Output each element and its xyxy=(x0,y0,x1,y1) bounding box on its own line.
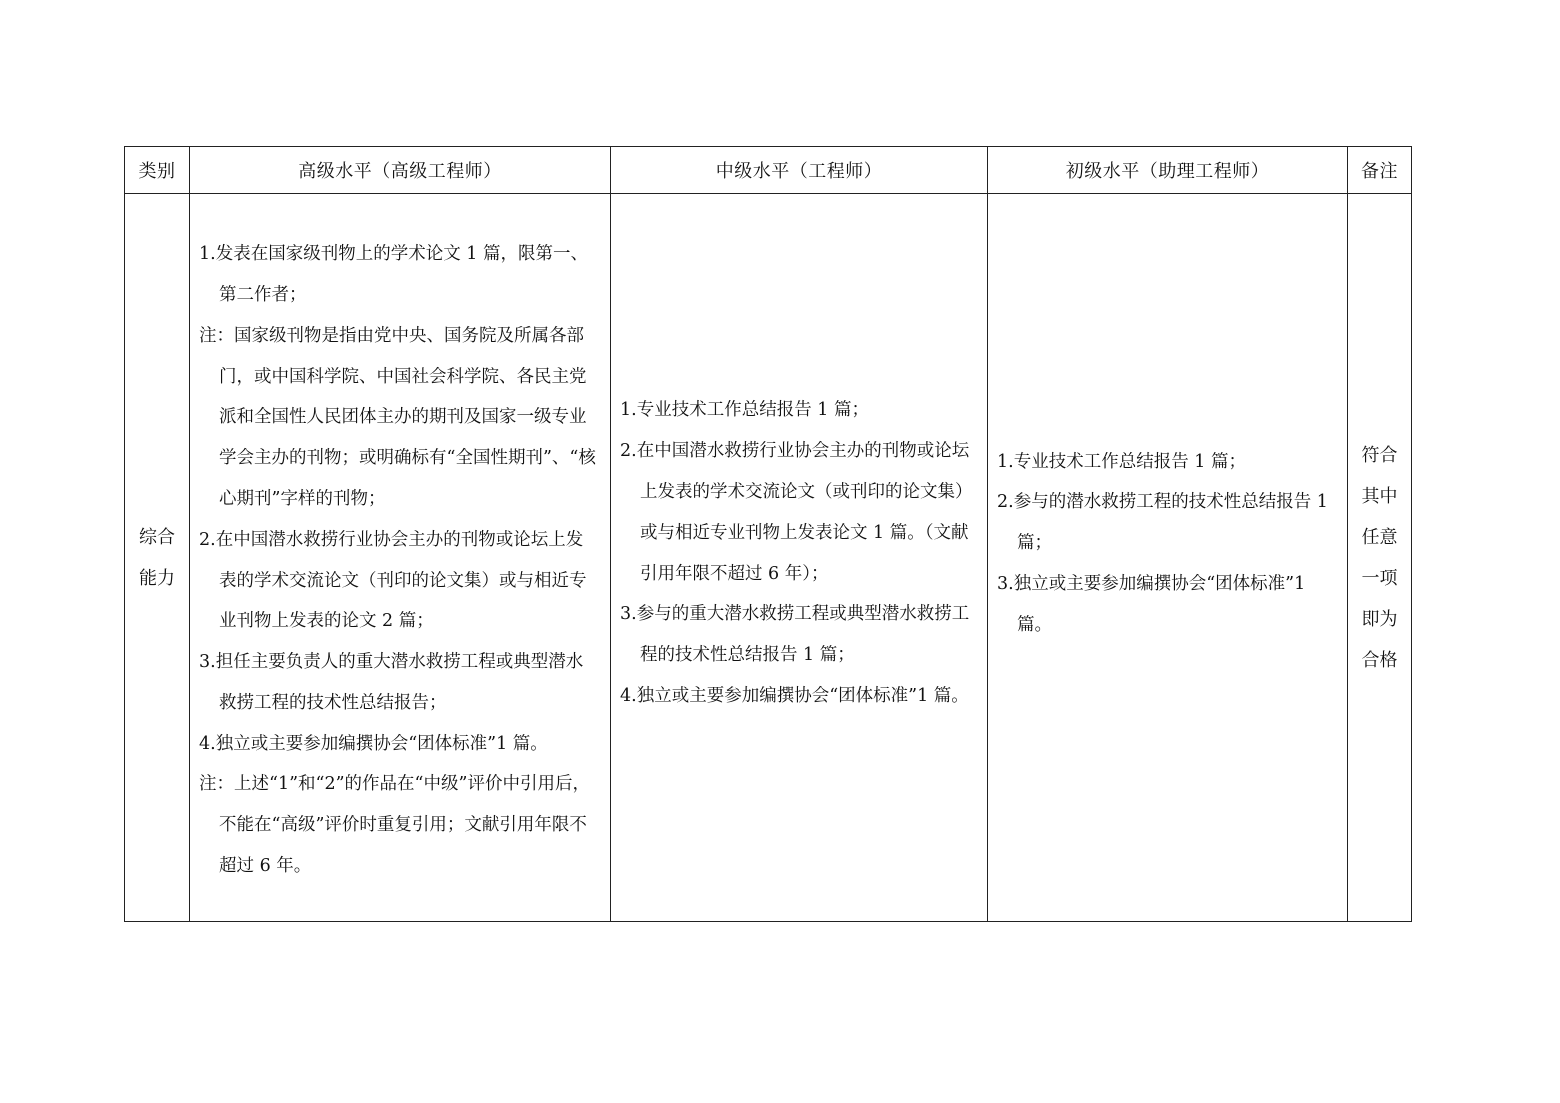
senior-item: 1.发表在国家级刊物上的学术论文 1 篇，限第一、第二作者； xyxy=(199,244,588,305)
qualification-table xyxy=(124,146,1412,922)
remarks-cell xyxy=(1348,194,1412,922)
header-junior-level: 初级水平（助理工程师） xyxy=(988,147,1348,194)
comprehensive-ability-row xyxy=(125,194,1412,922)
remarks-line: 一项 xyxy=(1361,567,1398,589)
category-line: 能力 xyxy=(139,567,175,589)
senior-item: 2.在中国潜水救捞行业协会主办的刊物或论坛上发表的学术交流论文（刊印的论文集）或与相近专业刊物上发表的论文 2 篇； xyxy=(199,529,587,632)
remarks-line: 即为 xyxy=(1361,608,1398,630)
senior-requirements-cell xyxy=(190,194,611,922)
remarks-line: 其中 xyxy=(1361,485,1398,507)
junior-item: 2.参与的潜水救捞工程的技术性总结报告 1 篇； xyxy=(997,492,1328,554)
header-intermediate-level: 中级水平（工程师） xyxy=(611,147,988,194)
intermediate-item: 4.独立或主要参加编撰协会“团体标准”1 篇。 xyxy=(620,685,969,706)
intermediate-item: 2.在中国潜水救捞行业协会主办的刊物或论坛上发表的学术交流论文（或刊印的论文集）或与相近专业刊物上发表论文 1 篇。（文献引用年限不超过 6 年）； xyxy=(620,441,973,584)
header-senior-level: 高级水平（高级工程师） xyxy=(190,147,611,194)
senior-note: 注：国家级刊物是指由党中央、国务院及所属各部门，或中国科学院、中国社会科学院、各民主党派和全国性人民团体主办的期刊及国家一级专业学会主办的刊物；或明确标有“全国性期刊”、“核心期刊”字样的刊物； xyxy=(199,325,596,509)
senior-item: 4.独立或主要参加编撰协会“团体标准”1 篇。 xyxy=(199,733,548,754)
junior-item: 3.独立或主要参加编撰协会“团体标准”1 篇。 xyxy=(997,573,1306,635)
junior-requirements-cell xyxy=(988,194,1348,922)
remarks-line: 任意 xyxy=(1361,526,1398,548)
junior-item: 1.专业技术工作总结报告 1 篇； xyxy=(997,451,1246,472)
category-line: 综合 xyxy=(139,526,175,548)
remarks-line: 合格 xyxy=(1361,649,1398,671)
header-category: 类别 xyxy=(125,147,190,194)
header-row xyxy=(125,147,1412,194)
remarks-line: 符合 xyxy=(1361,444,1398,466)
intermediate-requirements-cell xyxy=(611,194,988,922)
category-cell xyxy=(125,194,190,922)
header-remarks: 备注 xyxy=(1348,147,1412,194)
intermediate-item: 1.专业技术工作总结报告 1 篇； xyxy=(620,400,869,421)
senior-item: 3.担任主要负责人的重大潜水救捞工程或典型潜水救捞工程的技术性总结报告； xyxy=(199,652,584,713)
intermediate-item: 3.参与的重大潜水救捞工程或典型潜水救捞工程的技术性总结报告 1 篇； xyxy=(620,604,970,666)
senior-note: 注：上述“1”和“2”的作品在“中级”评价中引用后，不能在“高级”评价时重复引用；文献引用年限不超过 6 年。 xyxy=(199,774,590,877)
